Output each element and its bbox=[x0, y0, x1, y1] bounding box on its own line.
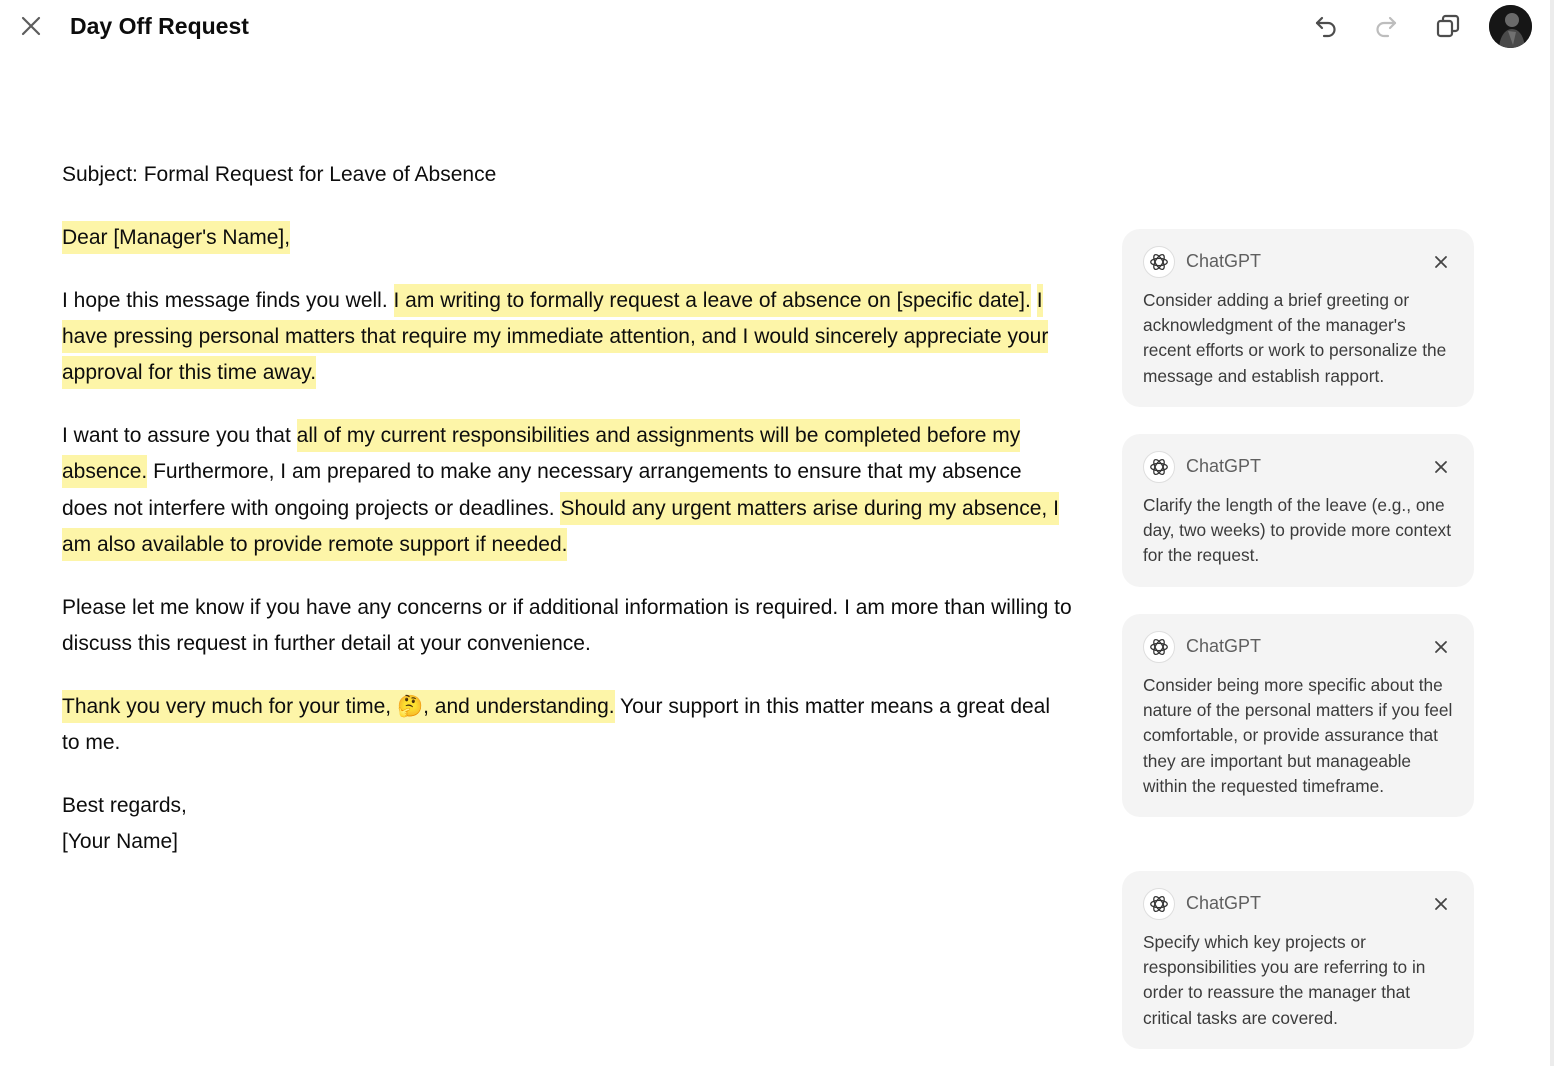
body-text: Please let me know if you have any concerns or if additional information is required. I am more than willing to discuss this request in further detail at your convenience. bbox=[62, 595, 1072, 655]
redo-button[interactable] bbox=[1366, 6, 1406, 46]
body-text: I want to assure you that bbox=[62, 423, 297, 447]
suggestion-card[interactable] bbox=[1122, 871, 1474, 1049]
highlighted-text[interactable]: Dear [Manager's Name], bbox=[62, 221, 290, 254]
highlighted-text[interactable]: I am writing to formally request a leave of absence on [specific date]. bbox=[394, 284, 1031, 317]
body-text bbox=[1031, 289, 1037, 312]
card-author: ChatGPT bbox=[1186, 251, 1262, 271]
close-icon bbox=[1434, 897, 1448, 911]
close-icon bbox=[1434, 460, 1448, 474]
undo-button[interactable] bbox=[1306, 6, 1346, 46]
paragraph-1 bbox=[62, 283, 1072, 392]
paragraph-3 bbox=[62, 590, 1072, 663]
suggestion-text: Consider being more specific about the nature of the personal matters if you feel comfortable, or provide assurance that they are important but manageable within the requested timeframe. bbox=[1143, 675, 1453, 796]
highlighted-text[interactable]: Thank you very much for your time, 🤔, and understanding. bbox=[62, 690, 615, 723]
subject-text: Subject: Formal Request for Leave of Absence bbox=[62, 163, 497, 186]
window-edge bbox=[1550, 0, 1554, 1066]
highlighted-text[interactable]: I have pressing personal matters that require my immediate attention, and I would sincerely appreciate your approval for this time away. bbox=[62, 284, 1048, 390]
suggestion-text: Specify which key projects or responsibilities you are referring to in order to reassure the manager that critical tasks are covered. bbox=[1143, 932, 1426, 1028]
undo-icon bbox=[1312, 12, 1340, 40]
card-author: ChatGPT bbox=[1186, 636, 1262, 656]
user-avatar[interactable] bbox=[1489, 5, 1532, 48]
card-author: ChatGPT bbox=[1186, 893, 1262, 913]
chatgpt-logo-icon bbox=[1143, 888, 1175, 920]
copy-button[interactable] bbox=[1428, 6, 1468, 46]
suggestion-text: Clarify the length of the leave (e.g., one day, two weeks) to provide more context for the request. bbox=[1143, 495, 1451, 566]
close-icon bbox=[20, 15, 42, 37]
close-icon bbox=[1434, 255, 1448, 269]
highlighted-text[interactable]: all of my current responsibilities and assignments will be completed before my absence. bbox=[62, 419, 1020, 488]
document-body[interactable] bbox=[62, 157, 1072, 887]
paragraph-4 bbox=[62, 689, 1072, 762]
dismiss-button[interactable] bbox=[1429, 455, 1453, 479]
close-icon bbox=[1434, 640, 1448, 654]
closing-text: Best regards, bbox=[62, 793, 187, 817]
dismiss-button[interactable] bbox=[1429, 250, 1453, 274]
highlighted-text[interactable]: Should any urgent matters arise during my absence, I am also available to provide remote support if needed. bbox=[62, 492, 1059, 561]
copy-icon bbox=[1434, 12, 1462, 40]
body-text: I hope this message finds you well. bbox=[62, 288, 394, 312]
card-author: ChatGPT bbox=[1186, 456, 1262, 476]
paragraph-2 bbox=[62, 418, 1072, 563]
dismiss-button[interactable] bbox=[1429, 892, 1453, 916]
chatgpt-logo-icon bbox=[1143, 451, 1175, 483]
redo-icon bbox=[1372, 12, 1400, 40]
suggestion-text: Consider adding a brief greeting or acknowledgment of the manager's recent efforts or work to personalize the message and establish rapport. bbox=[1143, 290, 1447, 386]
chatgpt-logo-icon bbox=[1143, 246, 1175, 278]
greeting-paragraph bbox=[62, 220, 1072, 256]
suggestion-card[interactable] bbox=[1122, 614, 1474, 817]
dismiss-button[interactable] bbox=[1429, 635, 1453, 659]
suggestion-card[interactable] bbox=[1122, 434, 1474, 587]
sign-off bbox=[62, 788, 1072, 861]
suggestion-card[interactable] bbox=[1122, 229, 1474, 407]
body-text: Your support in this matter means a great deal to me. bbox=[62, 694, 1051, 755]
subject-line bbox=[62, 157, 1072, 193]
chatgpt-logo-icon bbox=[1143, 631, 1175, 663]
close-button[interactable] bbox=[14, 9, 48, 43]
signature-text: [Your Name] bbox=[62, 830, 178, 854]
body-text: Furthermore, I am prepared to make any necessary arrangements to ensure that my absence does not interfere with ongoing projects or deadlines. bbox=[62, 460, 1022, 520]
document-title: Day Off Request bbox=[70, 13, 249, 39]
